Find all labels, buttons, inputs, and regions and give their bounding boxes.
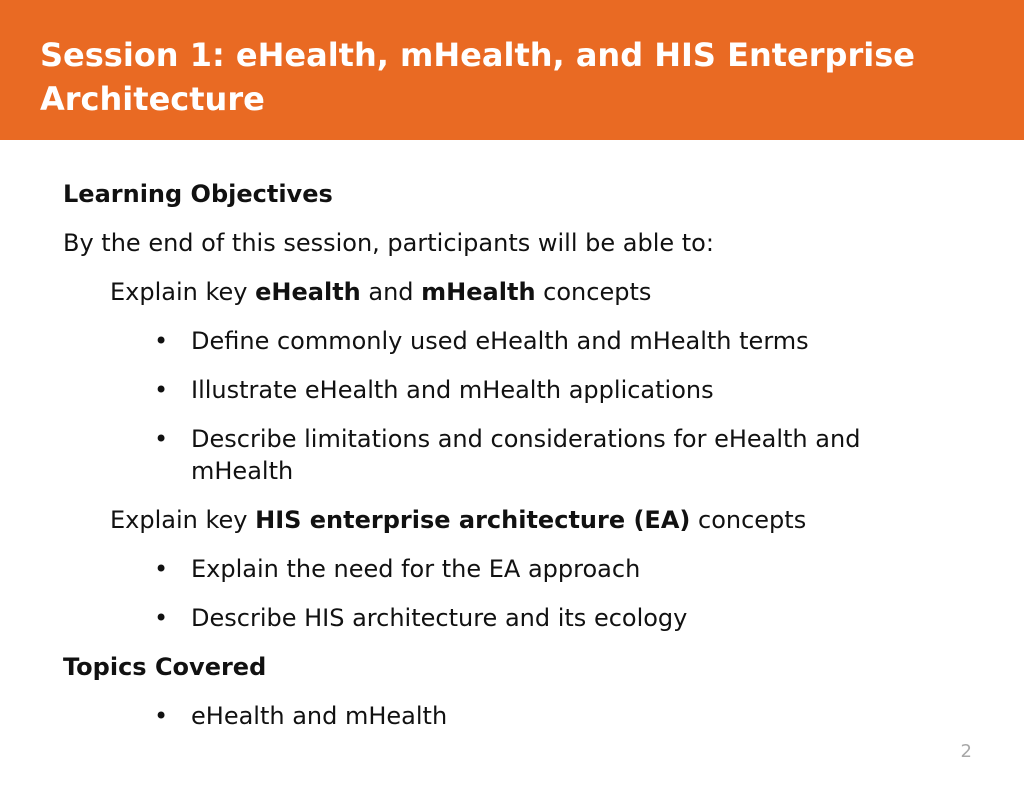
bullet-icon: • (154, 555, 169, 583)
session-intro: By the end of this session, participants will be able to: (63, 229, 714, 257)
bullet-text: eHealth and mHealth (191, 702, 448, 730)
slide-title: Session 1: eHealth, mHealth, and HIS Enterprise Architecture (40, 36, 915, 118)
objective-prefix: Explain key (110, 506, 256, 534)
bullet-icon: • (154, 604, 169, 632)
list-item (63, 374, 963, 406)
list-item (63, 602, 963, 634)
objective-prefix: Explain key (110, 278, 256, 306)
slide-header (0, 0, 1024, 140)
bullet-text: Illustrate eHealth and mHealth applications (191, 376, 714, 404)
list-item (63, 325, 963, 357)
objective-suffix: concepts (535, 278, 652, 306)
bullet-icon: • (154, 702, 169, 730)
his-ea-term: HIS enterprise architecture (EA) (255, 506, 691, 534)
bullet-icon: • (154, 327, 169, 355)
bullet-text: Describe limitations and considerations for eHealth and mHealth (191, 425, 861, 485)
learning-objectives-heading: Learning Objectives (63, 180, 333, 208)
list-item (63, 553, 963, 585)
ehealth-term: eHealth (255, 278, 361, 306)
bullet-icon: • (154, 376, 169, 404)
objective-ehealth-mhealth (63, 276, 963, 308)
list-item (63, 700, 963, 732)
bullet-text: Define commonly used eHealth and mHealth terms (191, 327, 809, 355)
objective-his-ea (63, 504, 963, 536)
mhealth-term: mHealth (421, 278, 536, 306)
bullet-text: Explain the need for the EA approach (191, 555, 641, 583)
topics-covered-heading: Topics Covered (63, 653, 267, 681)
page-number: 2 (960, 741, 972, 762)
bullet-icon: • (154, 425, 169, 453)
objective-suffix: concepts (690, 506, 807, 534)
objective-conjunction: and (360, 278, 422, 306)
list-item (63, 423, 963, 487)
slide-content (63, 178, 963, 749)
bullet-text: Describe HIS architecture and its ecology (191, 604, 688, 632)
